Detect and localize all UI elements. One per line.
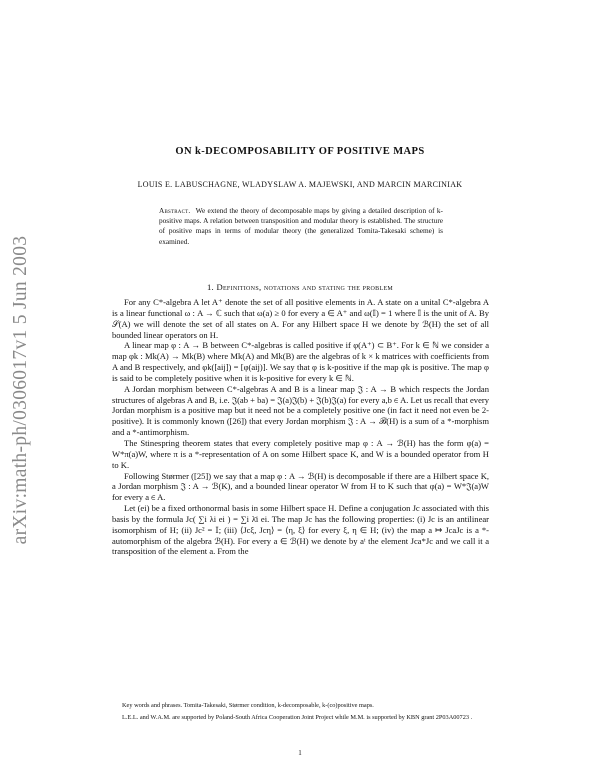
paragraph: Let (ei) be a fixed orthonormal basis in some Hilbert space H. Define a conjugation Jc associated with this basis by the formula Jc( ∑i λi ei ) = ∑i λ̄i ei. The map Jc has the following properties: (i) Jc is an antilinear isomorphism of H; (ii) Jc² = 𝕀; (iii) ⟨Jcξ, Jcη⟩ = ⟨η, ξ⟩ for every ξ, η ∈ H; (iv) the map a ↦ JcaJc is a *-automorphism of the algebra ℬ(H). For every a ∈ ℬ(H) we denote by aᵗ the element Jca*Jc and we call it a transposition of the element a. From the [112, 503, 489, 557]
section-heading: 1. Definitions, notations and stating the problem [206, 282, 394, 292]
abstract [159, 206, 443, 247]
paper-title: ON k-DECOMPOSABILITY OF POSITIVE MAPS [175, 146, 425, 157]
page-number: 1 [298, 749, 302, 757]
acknowledgment-footnote: L.E.L. and W.A.M. are supported by Poland-South Africa Cooperation Joint Project while M.M. is supported by KBN grant 2P03A00723 . [122, 714, 473, 721]
arxiv-identifier: arXiv:math-ph/0306017v1 5 Jun 2003 [10, 235, 31, 545]
footnotes [112, 701, 489, 722]
paragraph: For any C*-algebra A let A⁺ denote the set of all positive elements in A. A state on a unital C*-algebra A is a linear functional ω : A → ℂ such that ω(a) ≥ 0 for every a ∈ A⁺ and ω(𝕀) = 1 where 𝕀 is the unit of A. By 𝒮(A) we will denote the set of all states on A. For any Hilbert space H we denote by ℬ(H) the set of all bounded linear operators on H. [112, 297, 489, 340]
keywords-footnote: Key words and phrases. Tomita-Takesaki, Størmer condition, k-decomposable, k-(co)positive maps. [122, 702, 374, 709]
abstract-label: Abstract. [159, 206, 191, 215]
abstract-text: We extend the theory of decomposable maps by giving a detailed description of k-positive maps. A relation between transposition and modular theory is established. The structure of positive maps in terms of modular theory (the generalized Tomita-Takesaki scheme) is examined. [159, 206, 443, 246]
author-list: LOUIS E. LABUSCHAGNE, WLADYSLAW A. MAJEWSKI, AND MARCIN MARCINIAK [137, 180, 463, 189]
paragraph: A Jordan morphism between C*-algebras A and B is a linear map 𝔍 : A → B which respects the Jordan structures of algebras A and B, i.e. 𝔍(ab + ba) = 𝔍(a)𝔍(b) + 𝔍(b)𝔍(a) for every a,b ∈ A. Let us recall that every Jordan morphism is a positive map but it need not be a completely positive one (in fact it need not even be 2-positive). It is commonly known ([26]) that every Jordan morphism 𝔍 : A → ℬ(H) is a sum of a *-morphism and a *-antimorphism. [112, 383, 489, 438]
paragraph: Following Størmer ([25]) we say that a map φ : A → ℬ(H) is decomposable if there are a Hilbert space K, a Jordan morphism 𝔍 : A → ℬ(K), and a bounded linear operator W from H to K such that φ(a) = W*𝔍(a)W for every a ∈ A. [112, 470, 489, 503]
paragraph: A linear map φ : A → B between C*-algebras is called positive if φ(A⁺) ⊂ B⁺. For k ∈ ℕ we consider a map φk : Mk(A) → Mk(B) where Mk(A) and Mk(B) are the algebras of k × k matrices with coefficients from A and B respectively, and φk([aij]) = [φ(aij)]. We say that φ is k-positive if the map φk is positive. The map φ is said to be completely positive when it is k-positive for every k ∈ ℕ. [112, 340, 489, 383]
paragraph: The Stinespring theorem states that every completely positive map φ : A → ℬ(H) has the form φ(a) = W*π(a)W, where π is a *-representation of A on some Hilbert space K, and W is a bounded operator from H to K. [112, 437, 489, 470]
arxiv-watermark [6, 190, 36, 590]
body-text [112, 297, 489, 557]
